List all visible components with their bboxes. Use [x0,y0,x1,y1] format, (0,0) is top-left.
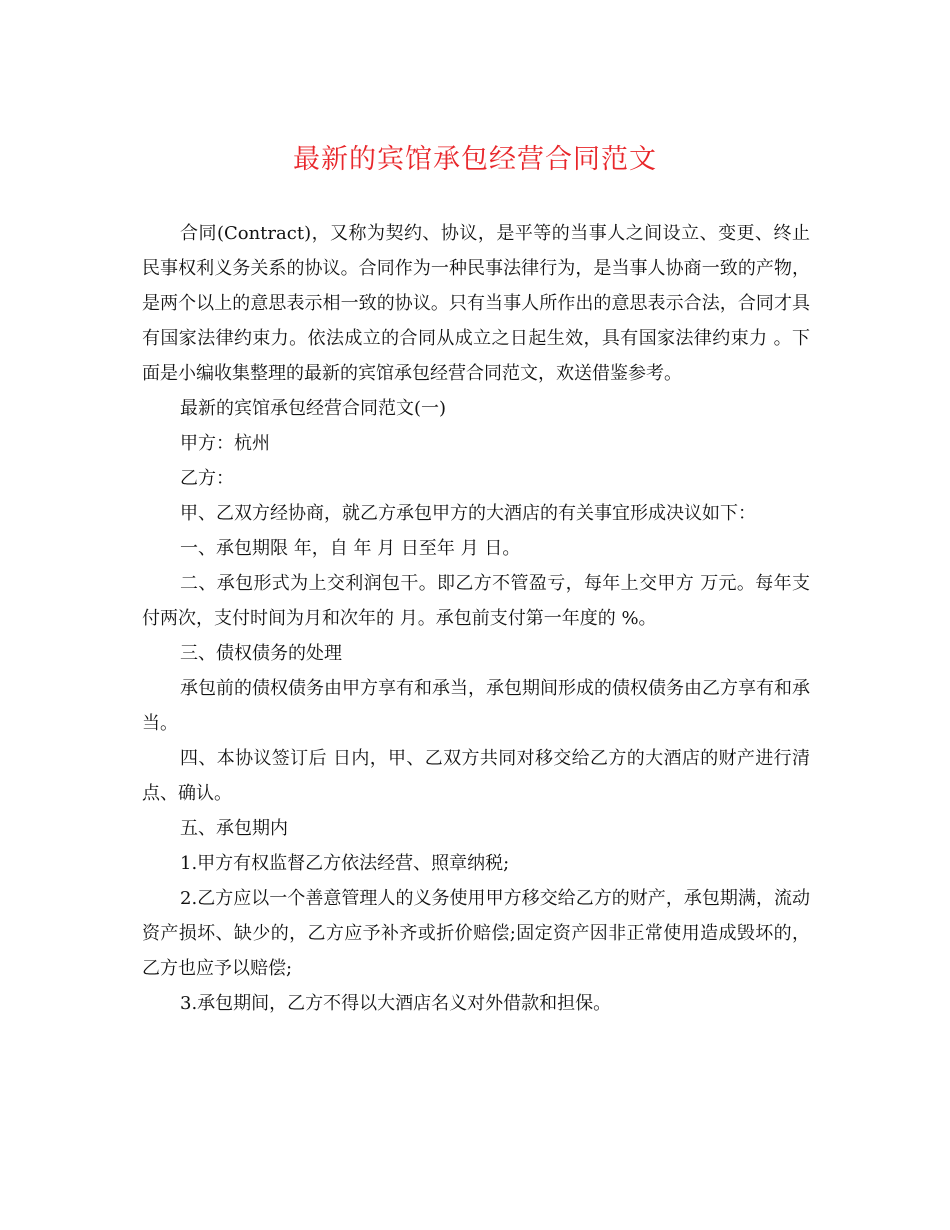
paragraph-clause-5-heading: 五、承包期内 [180,818,288,839]
paragraph-clause-1: 一、承包期限 年，自 年 月 日至年 月 日。 [180,538,521,559]
paragraph-agreement-preamble: 甲、乙双方经协商，就乙方承包甲方的大酒店的有关事宜形成决议如下： [180,503,756,524]
paragraph-clause-4: 四、本协议签订后 日内，甲、乙双方共同对移交给乙方的大酒店的财产进行清点、确认。 [142,748,810,804]
paragraph-clause-3-heading: 三、债权债务的处理 [180,643,342,664]
paragraph-clause-5-item-2: 2.乙方应以一个善意管理人的义务使用甲方移交给乙方的财产，承包期满，流动资产损坏、缺少的，乙方应予补齐或折价赔偿;固定资产因非正常使用造成毁坏的，乙方也应予以赔偿; [142,888,810,979]
paragraph-intro: 合同(Contract)，又称为契约、协议，是平等的当事人之间设立、变更、终止民事权利义务关系的协议。合同作为一种民事法律行为，是当事人协商一致的产物，是两个以上的意思表示相一致的协议。只有当事人所作出的意思表示合法，合同才具有国家法律约束力。依法成立的合同从成立之日起生效，具有国家法律约束力 。下面是小编收集整理的最新的宾馆承包经营合同范文，欢送借鉴参考。 [142,223,810,384]
paragraph-clause-5-item-1: 1.甲方有权监督乙方依法经营、照章纳税; [180,853,510,874]
paragraph-section-heading: 最新的宾馆承包经营合同范文(一) [180,398,447,419]
paragraph-clause-2: 二、承包形式为上交利润包干。即乙方不管盈亏，每年上交甲方 万元。每年支付两次，支付时间为月和次年的 月。承包前支付第一年度的 %。 [142,573,810,629]
paragraph-clause-5-item-3: 3.承包期间，乙方不得以大酒店名义对外借款和担保。 [180,993,612,1014]
paragraph-party-b: 乙方： [180,468,234,489]
paragraph-clause-3-body: 承包前的债权债务由甲方享有和承当，承包期间形成的债权债务由乙方享有和承当。 [142,678,810,734]
document-body [142,216,810,1021]
document-title: 最新的宾馆承包经营合同范文 [293,144,657,175]
paragraph-party-a: 甲方：杭州 [180,433,270,454]
